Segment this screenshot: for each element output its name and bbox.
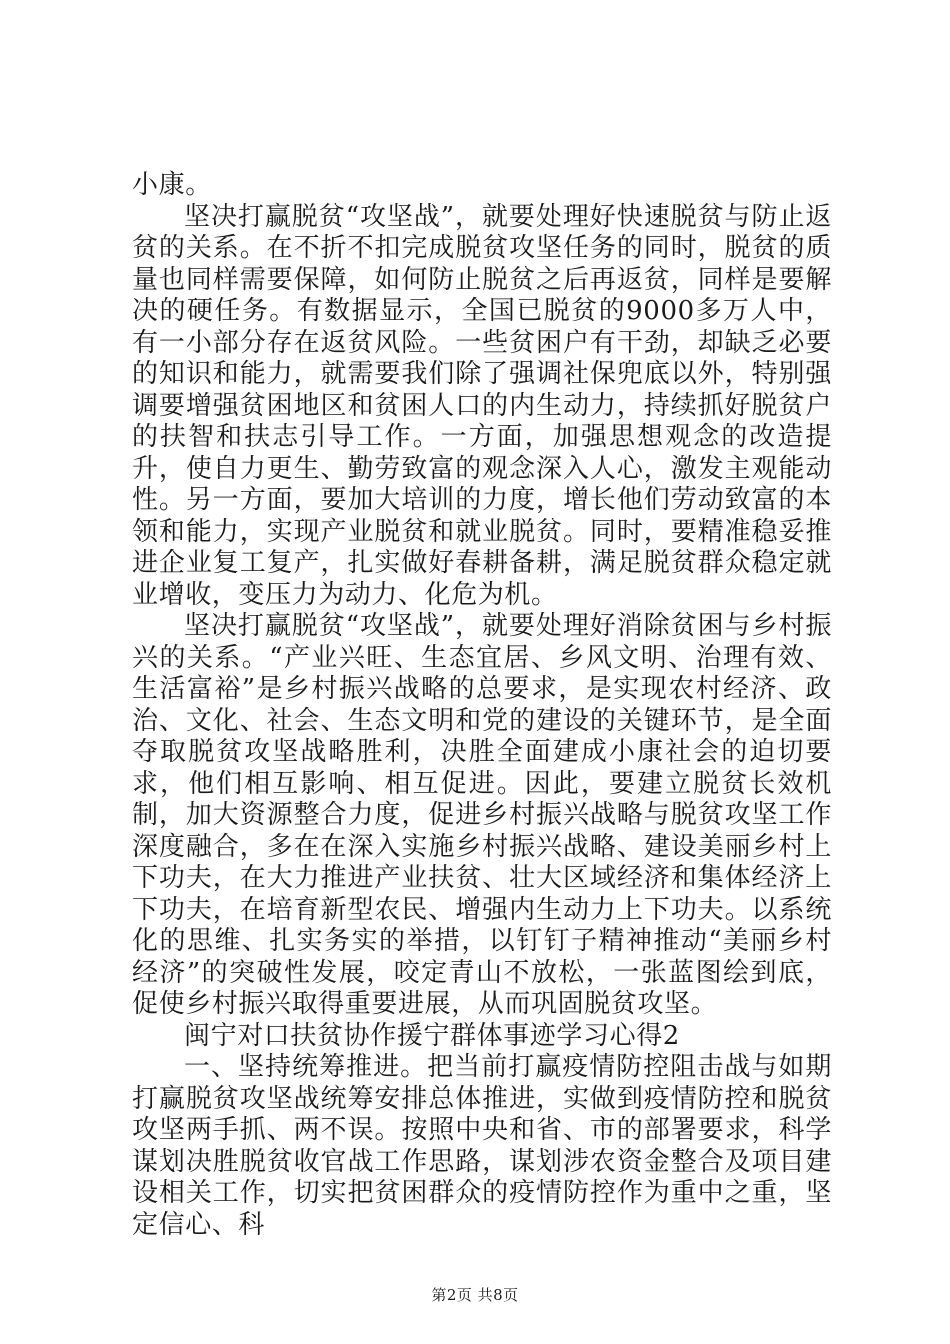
document-body: [132, 170, 832, 1241]
paragraph-continuation: 小康。: [132, 170, 212, 200]
page-footer: 第2页 共8页: [431, 1286, 519, 1304]
paragraph-rural-revitalization: 坚决打赢脱贫“攻坚战”，就要处理好消除贫困与乡村振兴的关系。“产业兴旺、生态宜居、乡风文明、治理有效、生活富裕”是乡村振兴战略的总要求，是实现农村经济、政治、文化、社会、生态文明和党的建设的关键环节，是全面夺取脱贫攻坚战略胜利，决胜全面建成小康社会的迫切要求，他们相互影响、相互促进。因此，要建立脱贫长效机制，加大资源整合力度，促进乡村振兴战略与脱贫攻坚工作深度融合，多在在深入实施乡村振兴战略、建设美丽乡村上下功夫，在大力推进产业扶贫、壮大区域经济和集体经济上下功夫，在培育新型农民、增强内生动力上下功夫。以系统化的思维、扎实务实的举措，以钉钉子精神推动“美丽乡村经济”的突破性发展，咬定青山不放松，一张蓝图绘到底，促使乡村振兴取得重要进展，从而巩固脱贫攻坚。: [132, 611, 832, 1019]
paragraph-coordinated-advance: 一、坚持统筹推进。把当前打赢疫情防控阻击战与如期打赢脱贫攻坚战统筹安排总体推进，实做到疫情防控和脱贫攻坚两手抓、两不误。按照中央和省、市的部署要求，科学谋划决胜脱贫收官战工作思路，谋划涉农资金整合及项目建设相关工作，切实把贫困群众的疫情防控作为重中之重，坚定信心、科: [132, 1052, 832, 1240]
paragraph-poverty-return: 坚决打赢脱贫“攻坚战”，就要处理好快速脱贫与防止返贫的关系。在不折不扣完成脱贫攻坚任务的同时，脱贫的质量也同样需要保障，如何防止脱贫之后再返贫，同样是要解决的硬任务。有数据显示，全国已脱贫的9000多万人中，有一小部分存在返贫风险。一些贫困户有干劲，却缺乏必要的知识和能力，就需要我们除了强调社保兜底以外，特别强调要增强贫困地区和贫困人口的内生动力，持续抓好脱贫户的扶智和扶志引导工作。一方面，加强思想观念的改造提升，使自力更生、勤劳致富的观念深入人心，激发主观能动性。另一方面，要加大培训的力度，增长他们劳动致富的本领和能力，实现产业脱贫和就业脱贫。同时，要精准稳妥推进企业复工复产，扎实做好春耕备耕，满足脱贫群众稳定就业增收，变压力为动力、化危为机。: [132, 201, 832, 610]
section-title: 闽宁对口扶贫协作援宁群体事迹学习心得2: [184, 1020, 680, 1051]
